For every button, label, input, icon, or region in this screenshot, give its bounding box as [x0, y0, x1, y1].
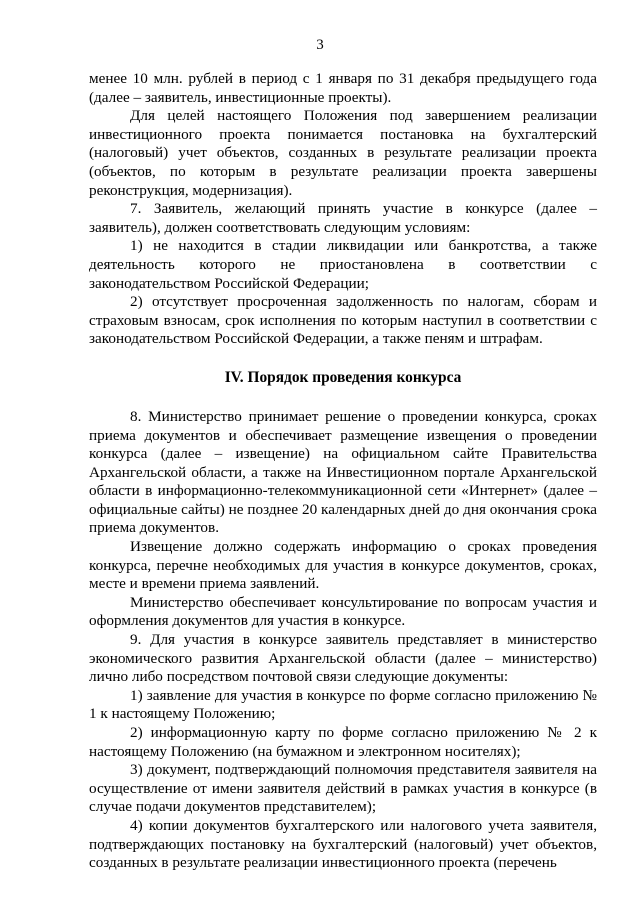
- paragraph-notice-content: Извещение должно содержать информацию о сроках проведения конкурса, перечне необходимых для участия в конкурсе документов, сроках, месте и времени приема заявлений.: [89, 538, 597, 593]
- paragraph-definition: Для целей настоящего Положения под завершением реализации инвестиционного проекта понимается постановка на бухгалтерский (налоговый) учет объектов, созданных в результате реализации проекта (объектов, по которым в результате реализации проекта завершены реконструкция, модернизация).: [89, 107, 597, 199]
- section-heading: IV. Порядок проведения конкурса: [224, 368, 462, 386]
- paragraph-item-7-1: 1) не находится в стадии ликвидации или банкротства, а также деятельность которого не приостановлена в соответствии с законодательством Российской Федерации;: [89, 237, 597, 292]
- document-body: [89, 70, 597, 873]
- paragraph-item-9-2: 2) информационную карту по форме согласно приложению № 2 к настоящему Положению (на бумажном и электронном носителях);: [89, 724, 597, 760]
- paragraph-item-9-3: 3) документ, подтверждающий полномочия представителя заявителя на осуществление от имени заявителя действий в рамках участия в конкурсе (в случае подачи документов представителем);: [89, 761, 597, 816]
- paragraph-consultation: Министерство обеспечивает консультирование по вопросам участия и оформления документов для участия в конкурсе.: [89, 593, 597, 630]
- paragraph-item-9-4: 4) копии документов бухгалтерского или налогового учета заявителя, подтверждающих постановку на бухгалтерский (налоговый) учет объектов, созданных в результате реализации инвестиционного проекта (перечень: [89, 816, 597, 872]
- paragraph-continuation: менее 10 млн. рублей в период с 1 января по 31 декабря предыдущего года (далее – заявитель, инвестиционные проекты).: [89, 70, 597, 106]
- paragraph-item-9: 9. Для участия в конкурсе заявитель представляет в министерство экономического развития Архангельской области (далее – министерство) лично либо посредством почтовой связи следующие документы:: [89, 631, 597, 686]
- paragraph-item-9-1: 1) заявление для участия в конкурсе по форме согласно приложению № 1 к настоящему Положению;: [89, 686, 597, 723]
- paragraph-item-8: 8. Министерство принимает решение о проведении конкурса, сроках приема документов и обеспечивает размещение извещения о проведении конкурса (далее – извещение) на официальном сайте Правительства Архангельской области, а также на Инвестиционном портале Архангельской области в информационно-телекоммуникационной сети «Интернет» (далее – официальные сайты) не позднее 20 календарных дней до дня окончания срока приема документов.: [89, 407, 597, 537]
- paragraph-item-7: 7. Заявитель, желающий принять участие в конкурсе (далее – заявитель), должен соответствовать следующим условиям:: [89, 200, 597, 236]
- page-number: 3: [316, 37, 324, 53]
- paragraph-item-7-2: 2) отсутствует просроченная задолженность по налогам, сборам и страховым взносам, срок исполнения по которым наступил в соответствии с законодательством Российской Федерации, а также пеням и штрафам.: [89, 293, 597, 348]
